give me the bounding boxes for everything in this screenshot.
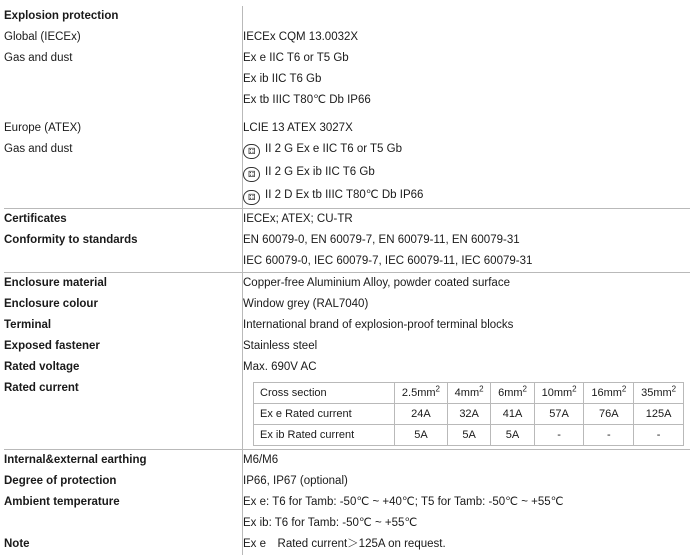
row-label (4, 69, 243, 90)
table-row (4, 6, 690, 27)
row-value: Ex e IIC T6 or T5 Gb (243, 52, 349, 64)
cross-section-value: 16 (591, 387, 604, 399)
row-value (243, 185, 691, 209)
cross-section-exponent: 2 (671, 384, 677, 394)
table-row (4, 450, 690, 472)
row-value-line: Ex ib: T6 for Tamb: -50℃ ~ +55℃ (243, 517, 418, 529)
row-label (4, 185, 243, 209)
row-value: Ex e Rated current＞125A on request. (243, 538, 446, 550)
cross-section-unit: mm (417, 387, 436, 399)
rated-current-cell: 5A (491, 425, 534, 446)
cross-section-header: Cross section (254, 383, 395, 404)
row-value (243, 492, 691, 534)
row-label: Exposed fastener (4, 336, 243, 357)
row-value-text: II 2 G Ex e IIC T6 or T5 Gb (265, 143, 402, 155)
row-value (243, 230, 691, 273)
row-value: Stainless steel (243, 340, 318, 352)
rated-current-cell: 5A (447, 425, 490, 446)
row-label: Enclosure colour (4, 294, 243, 315)
cross-section-unit: mm (653, 387, 672, 399)
rated-current-cell: 24A (395, 404, 448, 425)
row-label: Certificates (4, 209, 243, 231)
rated-current-row-label: Ex ib Rated current (254, 425, 395, 446)
row-label: Gas and dust (4, 48, 243, 69)
cross-section-unit: mm (603, 387, 622, 399)
row-value: Max. 690V AC (243, 361, 317, 373)
table-row (4, 118, 690, 139)
row-value: Window grey (RAL7040) (243, 298, 369, 310)
row-value: Ex tb IIIC T80℃ Db IP66 (243, 94, 371, 106)
spacer-row (4, 111, 690, 118)
row-label: Terminal (4, 315, 243, 336)
table-row (4, 230, 690, 273)
row-label: Internal&external earthing (4, 450, 243, 472)
row-value (243, 378, 691, 450)
cross-section-unit: mm (504, 387, 523, 399)
table-row (4, 315, 690, 336)
rated-current-row (254, 404, 684, 425)
cross-section-exponent: 2 (621, 384, 627, 394)
ex-marking-icon: ⚃ (243, 167, 260, 182)
row-value-line: Ex e: T6 for Tamb: -50℃ ~ +40℃; T5 for Tamb: -50℃ ~ +55℃ (243, 496, 564, 508)
row-label: Rated voltage (4, 357, 243, 378)
rated-current-cell: 57A (534, 404, 584, 425)
row-value: International brand of explosion-proof terminal blocks (243, 319, 514, 331)
table-row-rated-current (4, 378, 690, 450)
row-label: Note (4, 534, 243, 555)
table-row (4, 357, 690, 378)
cross-section-value: 10 (541, 387, 554, 399)
cross-section-cell (395, 383, 448, 404)
specification-body (4, 6, 690, 555)
row-value: IP66, IP67 (optional) (243, 475, 348, 487)
cross-section-value: 35 (641, 387, 654, 399)
table-row (4, 492, 690, 534)
row-value: IECEx; ATEX; CU-TR (243, 209, 691, 231)
rated-current-row-label: Ex e Rated current (254, 404, 395, 425)
rated-current-table (253, 382, 684, 446)
cross-section-value: 4 (454, 387, 461, 399)
cross-section-unit: mm (553, 387, 573, 399)
rated-current-cell: - (534, 425, 584, 446)
row-value (243, 162, 691, 185)
rated-current-cell: - (584, 425, 634, 446)
spacer-cell (243, 111, 691, 118)
cross-section-exponent: 2 (479, 384, 484, 394)
rated-current-cell: 5A (395, 425, 448, 446)
table-row (4, 27, 690, 48)
row-value-text: II 2 G Ex ib IIC T6 Gb (265, 166, 375, 178)
rated-current-cell: 125A (634, 404, 684, 425)
row-value-text: II 2 D Ex tb IIIC T80℃ Db IP66 (265, 189, 424, 201)
rated-current-cell: - (634, 425, 684, 446)
cross-section-cell (491, 383, 534, 404)
cross-section-cell (634, 383, 684, 404)
cross-section-cell (534, 383, 584, 404)
row-label: Ambient temperature (4, 492, 243, 534)
cross-section-cell (447, 383, 490, 404)
row-value: IECEx CQM 13.0032X (243, 31, 359, 43)
rated-current-body (254, 383, 684, 446)
cross-section-exponent: 2 (572, 384, 577, 394)
row-value-line: IEC 60079-0, IEC 60079-7, IEC 60079-11, IEC 60079-31 (243, 255, 533, 267)
row-label: Rated current (4, 378, 243, 450)
table-row (4, 273, 690, 295)
table-row (4, 294, 690, 315)
ex-marking-icon: ⚃ (243, 190, 260, 205)
table-row (4, 48, 690, 69)
row-value: M6/M6 (243, 450, 691, 472)
cross-section-unit: mm (460, 387, 480, 399)
ex-marking-icon: ⚃ (243, 144, 260, 159)
row-label: Enclosure material (4, 273, 243, 295)
row-value: LCIE 13 ATEX 3027X (243, 122, 353, 134)
table-row (4, 139, 690, 162)
row-value (243, 6, 691, 27)
row-label: Conformity to standards (4, 230, 243, 273)
table-row (4, 209, 690, 231)
specification-table (4, 6, 690, 555)
table-row (4, 162, 690, 185)
rated-current-row (254, 425, 684, 446)
table-row (4, 336, 690, 357)
rated-current-cell: 41A (491, 404, 534, 425)
row-label (4, 162, 243, 185)
rated-current-header-row (254, 383, 684, 404)
table-row (4, 534, 690, 555)
row-value: Ex ib IIC T6 Gb (243, 73, 322, 85)
rated-current-cell: 32A (447, 404, 490, 425)
row-label: Global (IECEx) (4, 27, 243, 48)
row-label: Europe (ATEX) (4, 118, 243, 139)
table-row (4, 471, 690, 492)
cross-section-exponent: 2 (435, 384, 440, 394)
row-value (243, 139, 691, 162)
row-label: Gas and dust (4, 139, 243, 162)
cross-section-exponent: 2 (522, 384, 527, 394)
row-value-line: EN 60079-0, EN 60079-7, EN 60079-11, EN 60079-31 (243, 234, 520, 246)
row-value: Copper-free Aluminium Alloy, powder coated surface (243, 273, 691, 295)
row-label: Explosion protection (4, 6, 243, 27)
table-row (4, 69, 690, 90)
rated-current-cell: 76A (584, 404, 634, 425)
cross-section-value: 2.5 (401, 387, 418, 399)
cross-section-value: 6 (498, 387, 505, 399)
spacer-cell (4, 111, 243, 118)
table-row (4, 90, 690, 111)
row-label: Degree of protection (4, 471, 243, 492)
cross-section-cell (584, 383, 634, 404)
row-label (4, 90, 243, 111)
table-row (4, 185, 690, 209)
